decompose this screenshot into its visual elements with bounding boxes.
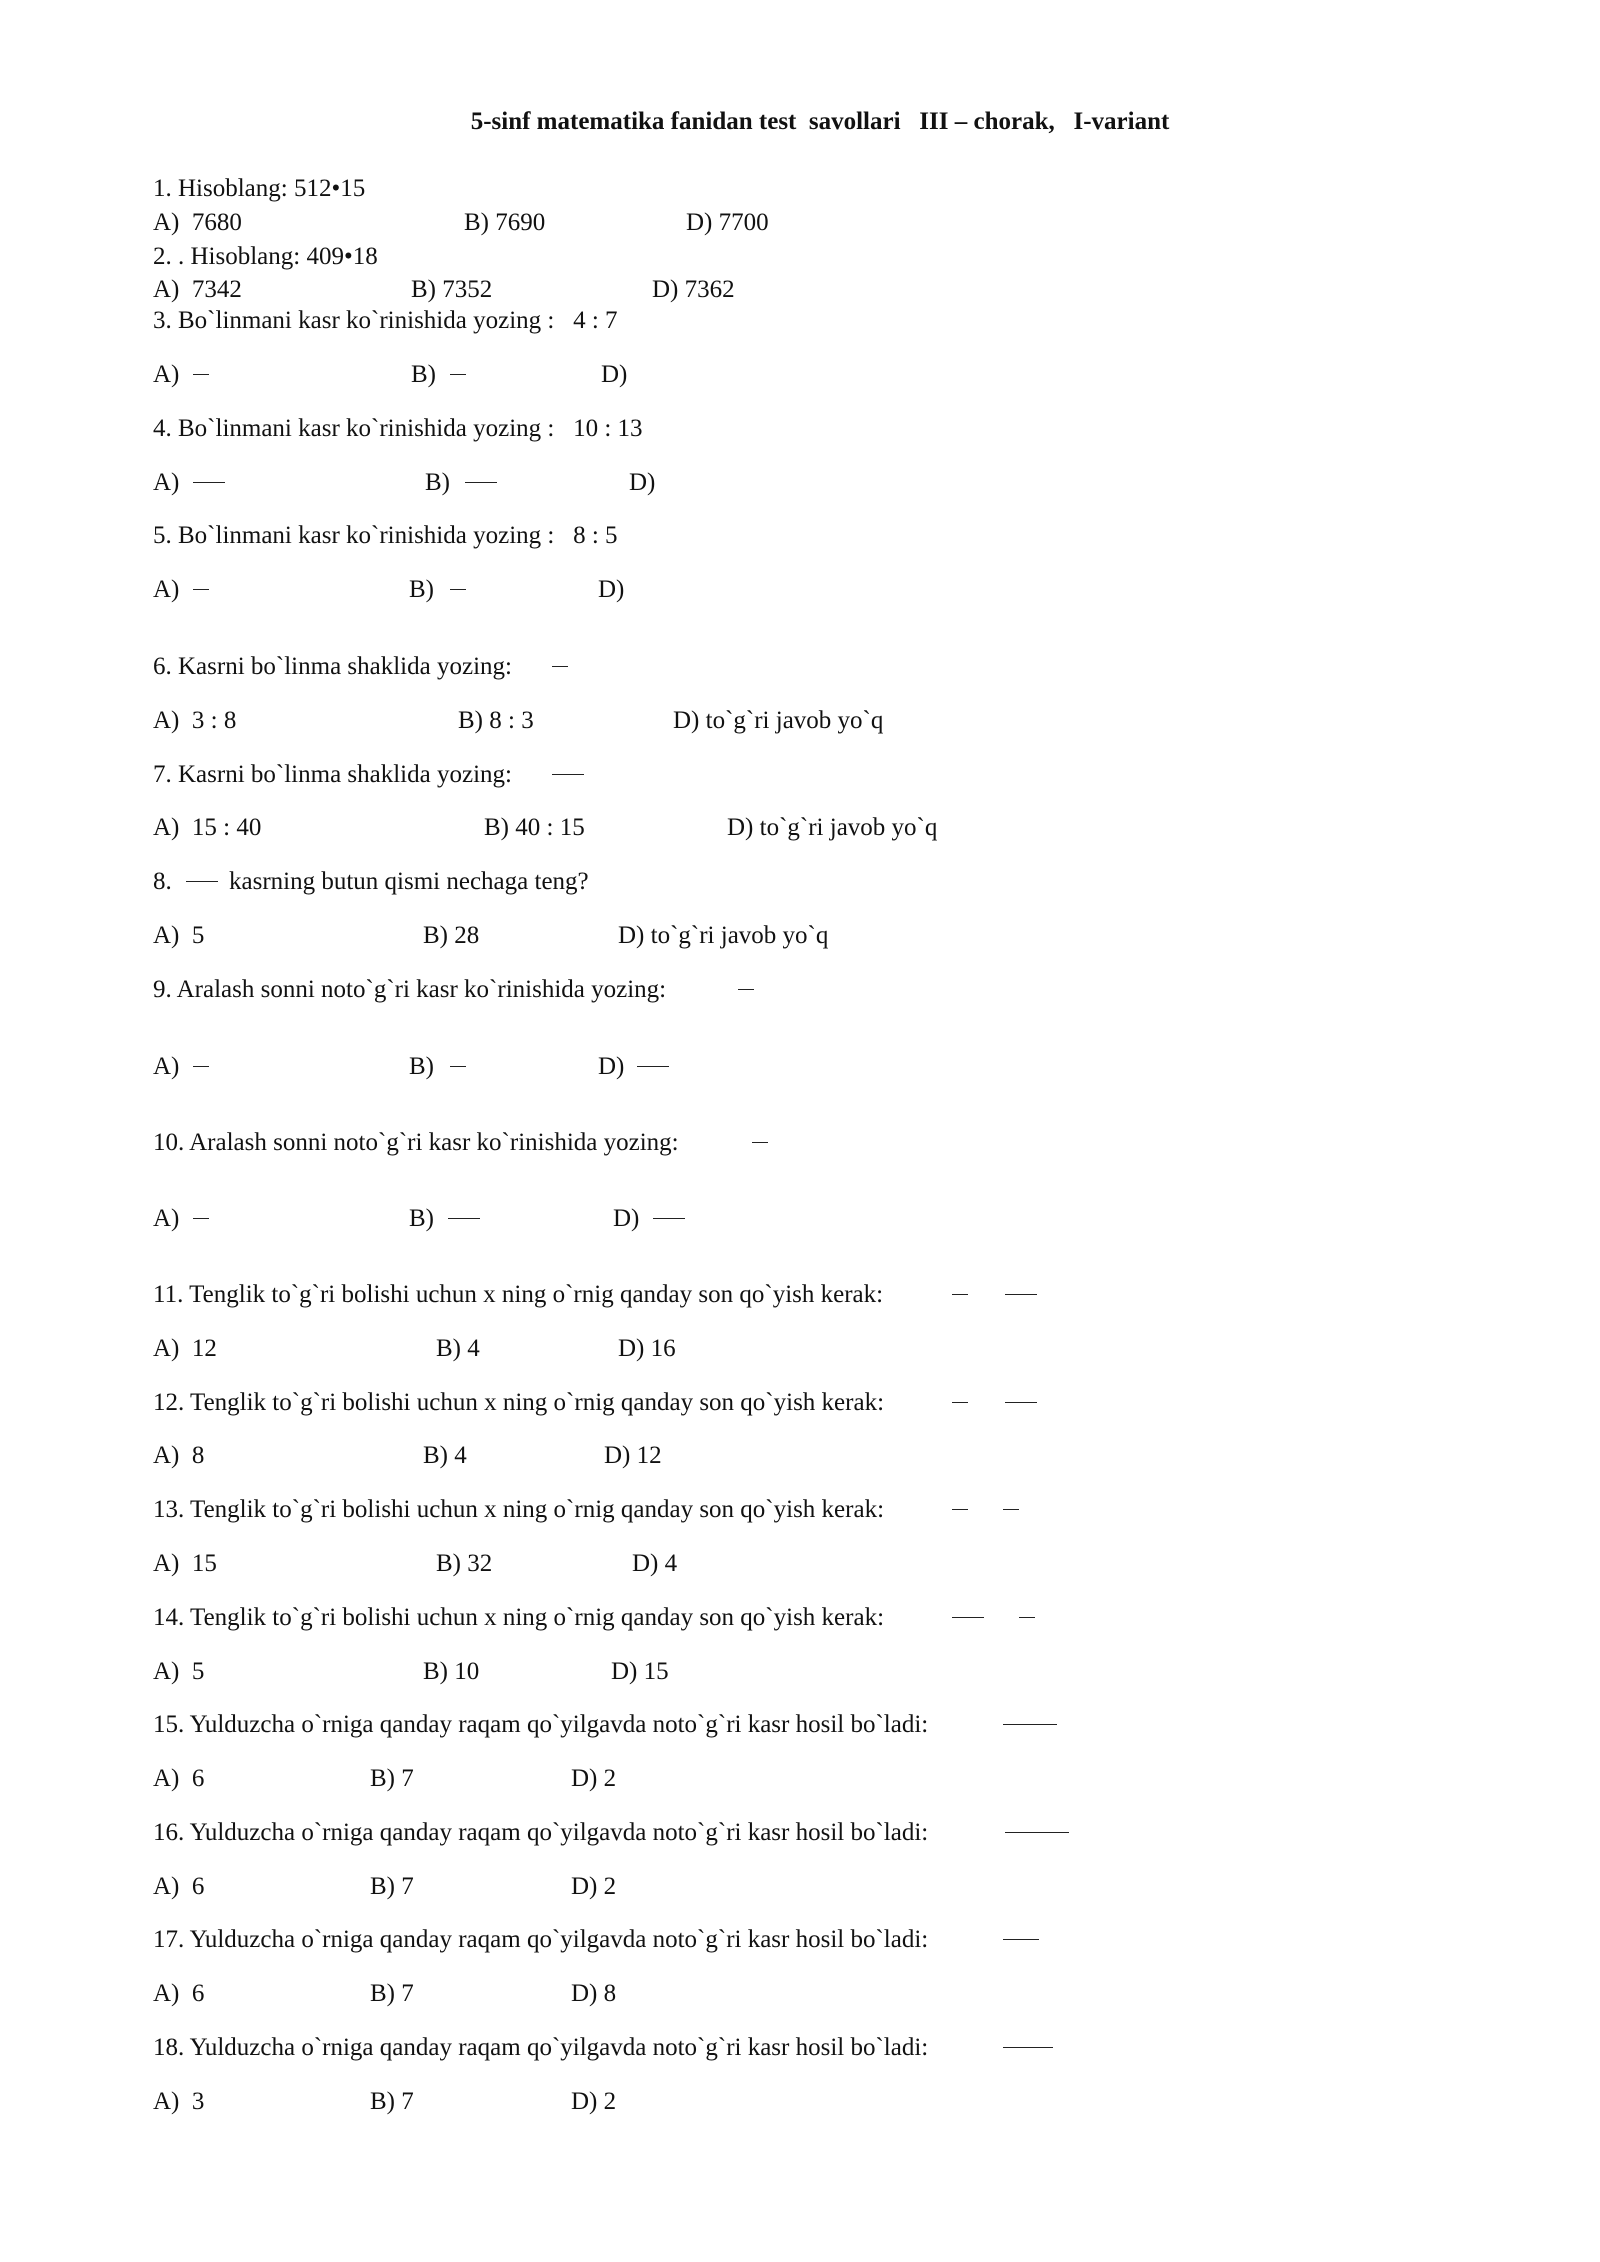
option-d: D) 7362 xyxy=(652,276,735,303)
option-a: A) 15 xyxy=(153,1550,217,1577)
option-b: B) 32 xyxy=(436,1550,493,1577)
option-d: D) 15 xyxy=(611,1658,669,1685)
option-a: A) xyxy=(153,1053,180,1080)
option-b: B) 7 xyxy=(370,1980,414,2007)
option-d: D) xyxy=(613,1205,640,1232)
option-a: A) 15 : 40 xyxy=(153,814,262,841)
fraction-bar xyxy=(952,1294,968,1295)
option-b: B) xyxy=(409,576,434,603)
question-10: 10. Aralash sonni noto`g`ri kasr ko`rinishida yozing: xyxy=(153,1129,679,1156)
fraction-bar xyxy=(738,989,754,990)
option-b: B) 4 xyxy=(423,1442,467,1469)
fraction-bar xyxy=(193,1066,209,1067)
question-15: 15. Yulduzcha o`rniga qanday raqam qo`yilgavda noto`g`ri kasr hosil bo`ladi: xyxy=(153,1711,929,1738)
question-16: 16. Yulduzcha o`rniga qanday raqam qo`yilgavda noto`g`ri kasr hosil bo`ladi: xyxy=(153,1819,929,1846)
question-12: 12. Tenglik to`g`ri bolishi uchun x ning o`rnig qanday son qo`yish kerak: xyxy=(153,1389,885,1416)
option-b: B) xyxy=(425,469,450,496)
option-a: A) 5 xyxy=(153,1658,205,1685)
option-b: B) 28 xyxy=(423,922,480,949)
option-a: A) 3 : 8 xyxy=(153,707,237,734)
fraction-bar xyxy=(186,881,218,882)
option-b: B) 7 xyxy=(370,1873,414,1900)
option-d: D) 12 xyxy=(604,1442,662,1469)
option-a: A) xyxy=(153,576,180,603)
fraction-bar xyxy=(752,1142,768,1143)
option-a: A) xyxy=(153,1205,180,1232)
option-d: D) 16 xyxy=(618,1335,676,1362)
fraction-bar xyxy=(193,1218,209,1219)
option-d: D) xyxy=(601,361,628,388)
option-b: B) 7690 xyxy=(464,209,546,236)
question-4: 4. Bo`linmani kasr ko`rinishida yozing : 10 : 13 xyxy=(153,415,643,442)
question-2: 2. . Hisoblang: 409•18 xyxy=(153,243,378,270)
fraction-bar xyxy=(450,374,466,375)
question-9: 9. Aralash sonni noto`g`ri kasr ko`rinishida yozing: xyxy=(153,976,667,1003)
option-a: A) 6 xyxy=(153,1765,205,1792)
fraction-bar xyxy=(1005,1294,1037,1295)
fraction-bar xyxy=(1003,1724,1057,1725)
option-d: D) 7700 xyxy=(686,209,769,236)
option-d: D) 8 xyxy=(571,1980,617,2007)
fraction-bar xyxy=(1019,1617,1035,1618)
option-d: D) to`g`ri javob yo`q xyxy=(727,814,938,841)
option-d: D) 4 xyxy=(632,1550,678,1577)
option-d: D) to`g`ri javob yo`q xyxy=(618,922,829,949)
option-a: A) xyxy=(153,469,180,496)
question-11: 11. Tenglik to`g`ri bolishi uchun x ning o`rnig qanday son qo`yish kerak: xyxy=(153,1281,884,1308)
question-17: 17. Yulduzcha o`rniga qanday raqam qo`yilgavda noto`g`ri kasr hosil bo`ladi: xyxy=(153,1926,929,1953)
question-7: 7. Kasrni bo`linma shaklida yozing: xyxy=(153,761,512,788)
fraction-bar xyxy=(552,774,584,775)
question-18: 18. Yulduzcha o`rniga qanday raqam qo`yilgavda noto`g`ri kasr hosil bo`ladi: xyxy=(153,2034,929,2061)
option-a: A) 8 xyxy=(153,1442,205,1469)
option-b: B) 8 : 3 xyxy=(458,707,534,734)
page-title: 5-sinf matematika fanidan test savollari III – chorak, I-variant xyxy=(470,108,1170,135)
option-b: B) 7 xyxy=(370,1765,414,1792)
fraction-bar xyxy=(653,1218,685,1219)
option-b: B) xyxy=(411,361,436,388)
option-a: A) xyxy=(153,361,180,388)
fraction-bar xyxy=(552,666,568,667)
option-d: D) xyxy=(629,469,656,496)
option-d: D) 2 xyxy=(571,2088,617,2115)
fraction-bar xyxy=(193,589,209,590)
option-a: A) 3 xyxy=(153,2088,205,2115)
fraction-bar xyxy=(1003,2047,1053,2048)
fraction-bar xyxy=(465,482,497,483)
option-d: D) 2 xyxy=(571,1765,617,1792)
option-a: A) 7342 xyxy=(153,276,242,303)
option-a: A) 12 xyxy=(153,1335,217,1362)
fraction-bar xyxy=(450,1066,466,1067)
option-b: B) 7352 xyxy=(411,276,493,303)
fraction-bar xyxy=(450,589,466,590)
option-b: B) 7 xyxy=(370,2088,414,2115)
option-b: B) 40 : 15 xyxy=(484,814,585,841)
question-14: 14. Tenglik to`g`ri bolishi uchun x ning o`rnig qanday son qo`yish kerak: xyxy=(153,1604,885,1631)
question-1: 1. Hisoblang: 512•15 xyxy=(153,175,366,202)
fraction-bar xyxy=(952,1509,968,1510)
option-a: A) 6 xyxy=(153,1980,205,2007)
option-d: D) 2 xyxy=(571,1873,617,1900)
question-5: 5. Bo`linmani kasr ko`rinishida yozing : 8 : 5 xyxy=(153,522,618,549)
fraction-bar xyxy=(952,1617,984,1618)
question-6: 6. Kasrni bo`linma shaklida yozing: xyxy=(153,653,512,680)
fraction-bar xyxy=(1003,1509,1019,1510)
option-b: B) 10 xyxy=(423,1658,480,1685)
option-a: A) 7680 xyxy=(153,209,242,236)
option-d: D) to`g`ri javob yo`q xyxy=(673,707,884,734)
question-8: 8. xyxy=(153,868,172,895)
fraction-bar xyxy=(193,374,209,375)
fraction-bar xyxy=(952,1402,968,1403)
option-d: D) xyxy=(598,1053,625,1080)
option-d: D) xyxy=(598,576,625,603)
question-3: 3. Bo`linmani kasr ko`rinishida yozing : 4 : 7 xyxy=(153,307,618,334)
option-a: A) 5 xyxy=(153,922,205,949)
option-b: B) xyxy=(409,1205,434,1232)
question-8-text: kasrning butun qismi nechaga teng? xyxy=(229,868,589,895)
fraction-bar xyxy=(637,1066,669,1067)
fraction-bar xyxy=(1005,1832,1069,1833)
question-13: 13. Tenglik to`g`ri bolishi uchun x ning o`rnig qanday son qo`yish kerak: xyxy=(153,1496,885,1523)
fraction-bar xyxy=(1003,1939,1039,1940)
option-b: B) 4 xyxy=(436,1335,480,1362)
fraction-bar xyxy=(448,1218,480,1219)
option-a: A) 6 xyxy=(153,1873,205,1900)
fraction-bar xyxy=(193,482,225,483)
fraction-bar xyxy=(1005,1402,1037,1403)
option-b: B) xyxy=(409,1053,434,1080)
